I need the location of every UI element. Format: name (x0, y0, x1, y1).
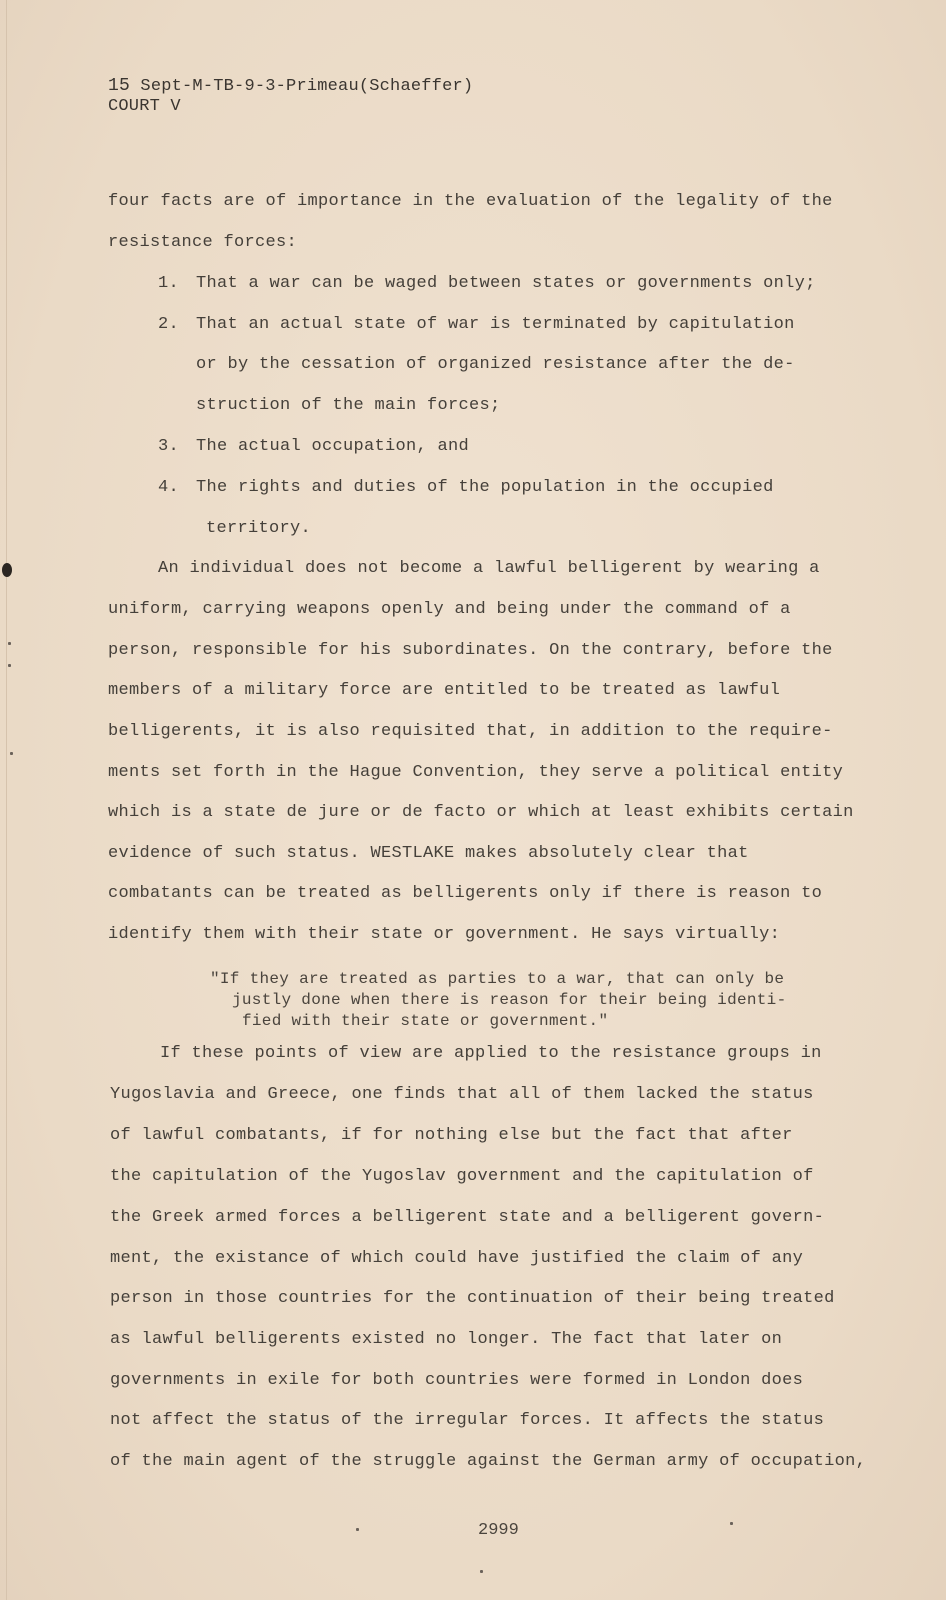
document-header (108, 76, 473, 117)
binder-hole-mark (2, 563, 12, 577)
reference-code: Sept-M-TB-9-3-Primeau(Schaeffer) (140, 77, 474, 96)
paragraph-line: identify them with their state or government. He says virtually: (108, 925, 781, 944)
list-item-line: That a war can be waged between states or governments only; (196, 274, 816, 293)
page-number: 2999 (478, 1521, 519, 1540)
paragraph-line: which is a state de jure or de facto or which at least exhibits certain (108, 803, 854, 822)
intro-line: resistance forces: (108, 233, 298, 252)
list-item-line: That an actual state of war is terminated by capitulation (196, 315, 795, 334)
page-edge (6, 0, 7, 1600)
paragraph-line: as lawful belligerents existed no longer. The fact that later on (110, 1330, 783, 1349)
list-number: 2. (158, 315, 180, 334)
page-index: 15 (108, 76, 131, 96)
intro-line: four facts are of importance in the evaluation of the legality of the (108, 192, 833, 211)
paper-speck (480, 1570, 483, 1573)
paragraph-line: the capitulation of the Yugoslav government and the capitulation of (110, 1167, 814, 1186)
paragraph-line: uniform, carrying weapons openly and being under the command of a (108, 600, 791, 619)
paragraph-line: evidence of such status. WESTLAKE makes absolutely clear that (108, 844, 749, 863)
list-item-line: struction of the main forces; (196, 396, 501, 415)
paragraph-line: governments in exile for both countries were formed in London does (110, 1371, 804, 1390)
paragraph-line: If these points of view are applied to the resistance groups in (160, 1044, 822, 1063)
paper-speck (8, 664, 11, 667)
list-item-line: The actual occupation, and (196, 437, 470, 456)
quote-line: justly done when there is reason for their being identi- (232, 991, 787, 1009)
paragraph-line: person, responsible for his subordinates. On the contrary, before the (108, 641, 833, 660)
quote-line: fied with their state or government." (242, 1012, 609, 1030)
paper-speck (10, 752, 13, 755)
paper-speck (8, 642, 11, 645)
list-item-line: The rights and duties of the population in the occupied (196, 478, 774, 497)
paragraph-line: person in those countries for the continuation of their being treated (110, 1289, 835, 1308)
paragraph-line: members of a military force are entitled to be treated as lawful (108, 681, 781, 700)
list-number: 4. (158, 478, 180, 497)
list-item-line: or by the cessation of organized resistance after the de- (196, 355, 795, 374)
court-label: COURT V (108, 97, 181, 116)
paragraph-line: combatants can be treated as belligerents only if there is reason to (108, 884, 823, 903)
paragraph-line: Yugoslavia and Greece, one finds that all of them lacked the status (110, 1085, 814, 1104)
paragraph-line: of lawful combatants, if for nothing else but the fact that after (110, 1126, 793, 1145)
paper-speck (356, 1528, 359, 1531)
list-number: 1. (158, 274, 180, 293)
reference-line (108, 76, 473, 97)
list-number: 3. (158, 437, 180, 456)
list-item-line: territory. (206, 519, 312, 538)
paragraph-line: ment, the existance of which could have justified the claim of any (110, 1249, 804, 1268)
paragraph-line: of the main agent of the struggle against the German army of occupation, (110, 1452, 867, 1471)
quote-line: "If they are treated as parties to a war, that can only be (210, 970, 785, 988)
paragraph-line: not affect the status of the irregular forces. It affects the status (110, 1411, 825, 1430)
paragraph-line: belligerents, it is also requisited that, in addition to the require- (108, 722, 833, 741)
paper-speck (730, 1522, 733, 1525)
paragraph-line: the Greek armed forces a belligerent state and a belligerent govern- (110, 1208, 825, 1227)
paragraph-line: ments set forth in the Hague Convention, they serve a political entity (108, 763, 844, 782)
paragraph-line: An individual does not become a lawful belligerent by wearing a (158, 559, 820, 578)
